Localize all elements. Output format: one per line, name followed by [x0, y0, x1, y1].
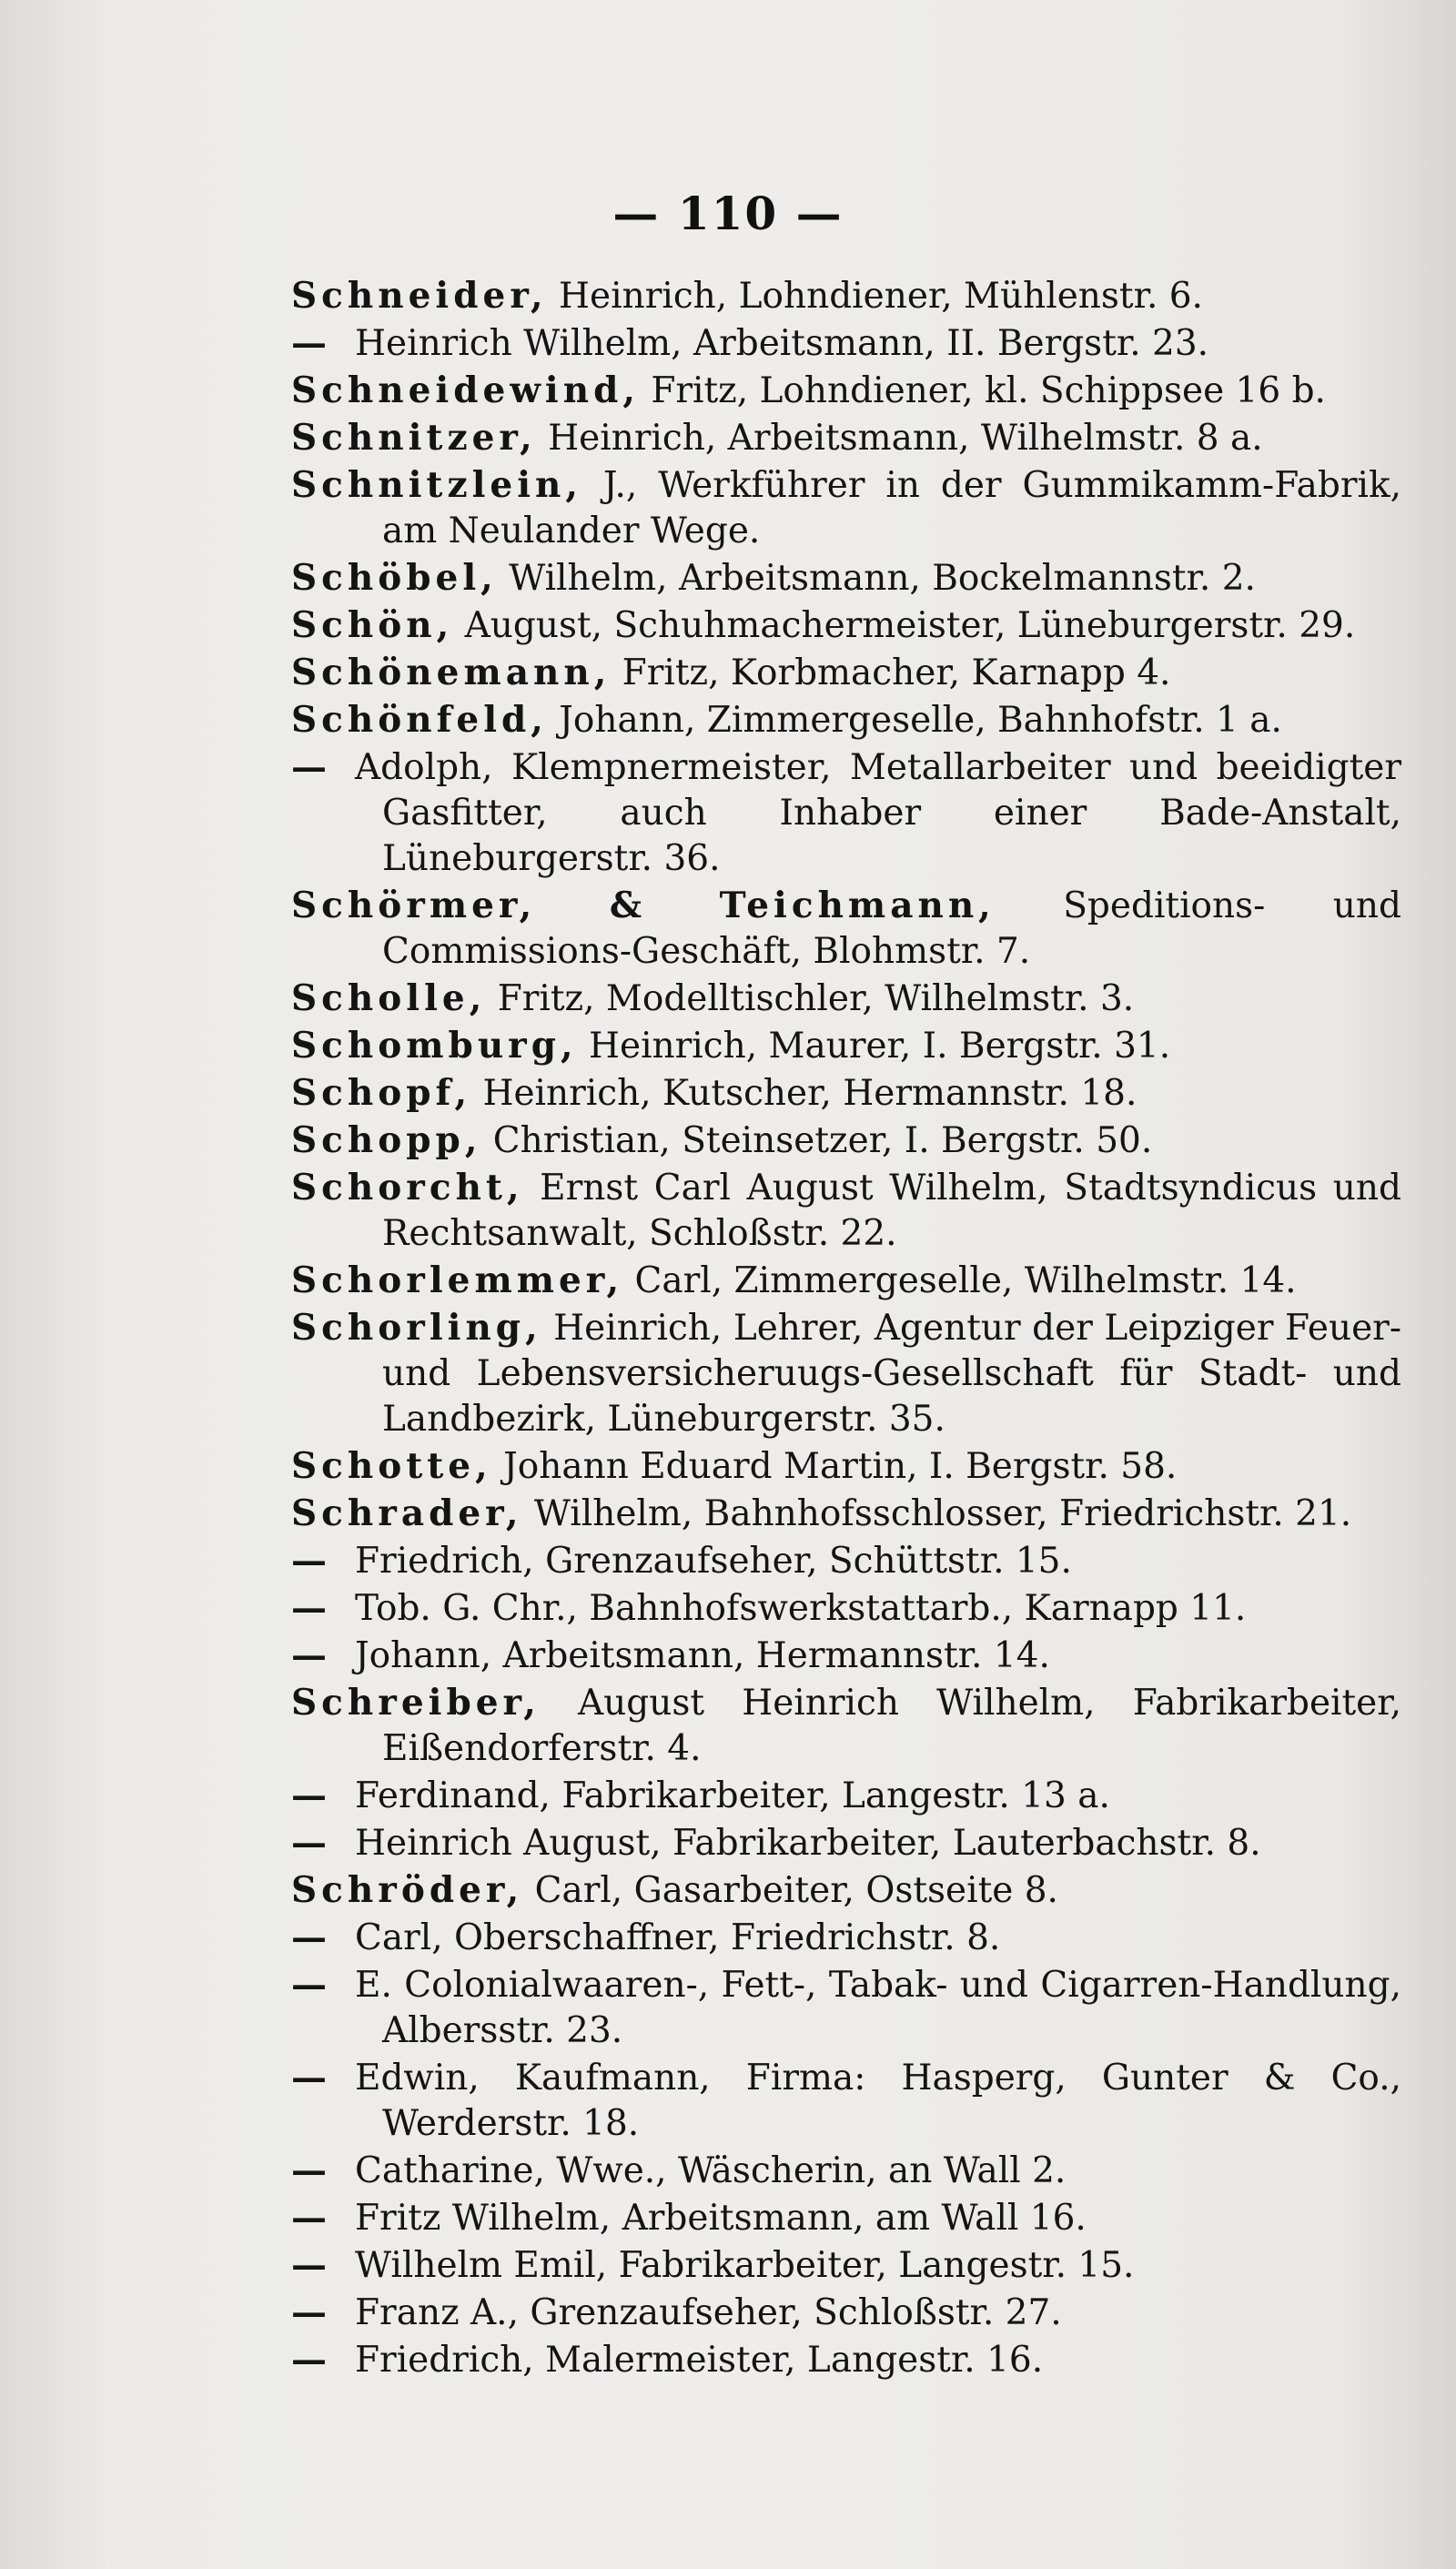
entry-details: Wilhelm, Arbeitsmann, Bockelmannstr. 2. — [497, 558, 1256, 599]
entry-details: Heinrich Wilhelm, Arbeitsmann, II. Bergstr. 23. — [355, 323, 1209, 364]
entry-surname: Schorlemmer, — [291, 1259, 624, 1301]
entry-details: Wilhelm Emil, Fabrikarbeiter, Langestr. 15. — [355, 2245, 1135, 2286]
directory-entry — [291, 2290, 1401, 2336]
entry-details: Johann Eduard Martin, I. Bergstr. 58. — [491, 1446, 1178, 1487]
directory-entry — [291, 1915, 1401, 1961]
entry-surname: Scholle, — [291, 977, 487, 1019]
entry-dash: — — [291, 2197, 327, 2239]
entry-details: Heinrich, Lohndiener, Mühlenstr. 6. — [547, 276, 1203, 317]
entry-surname: Schopf, — [291, 1072, 472, 1114]
entry-details: Carl, Oberschaffner, Friedrichstr. 8. — [355, 1917, 1001, 1958]
entry-dash: — — [291, 1964, 327, 2006]
directory-entry — [291, 1258, 1401, 1304]
entry-details: Carl, Gasarbeiter, Ostseite 8. — [523, 1870, 1058, 1911]
entry-surname: Schnitzlein, — [291, 464, 582, 506]
entry-dash: — — [291, 2057, 327, 2099]
entry-surname: Schneidewind, — [291, 369, 640, 411]
entry-surname: Schorcht, — [291, 1167, 524, 1209]
directory-entry — [291, 744, 1401, 882]
entry-dash: — — [291, 1822, 327, 1864]
entry-dash: — — [291, 2291, 327, 2333]
entry-details: Adolph, Klempnermeister, Metallarbeiter und beeidigter Gasfitter, auch Inhaber einer Bade-Anstalt, Lüneburgerstr. 36. — [355, 747, 1401, 879]
directory-entry — [291, 1680, 1401, 1772]
entry-details: Ferdinand, Fabrikarbeiter, Langestr. 13 a. — [355, 1775, 1110, 1816]
directory-entry — [291, 1070, 1401, 1117]
directory-entry — [291, 1165, 1401, 1257]
directory-entry — [291, 462, 1401, 554]
entry-details: Heinrich, Kutscher, Hermannstr. 18. — [471, 1073, 1138, 1114]
entry-dash: — — [291, 2244, 327, 2286]
directory-entry — [291, 555, 1401, 602]
entry-details: Catharine, Wwe., Wäscherin, an Wall 2. — [355, 2150, 1067, 2191]
entry-surname: Schomburg, — [291, 1025, 578, 1067]
entry-surname: Schotte, — [291, 1445, 492, 1487]
directory-entry — [291, 1538, 1401, 1584]
entry-details: J., Werkführer in der Gummikamm-Fabrik, am Neulander Wege. — [382, 465, 1401, 551]
entry-details: E. Colonialwaaren-, Fett-, Tabak- und Cigarren-Handlung, Albersstr. 23. — [355, 1965, 1401, 2051]
entry-surname: Schön, — [291, 604, 454, 646]
entry-details: Friedrich, Malermeister, Langestr. 16. — [355, 2340, 1044, 2381]
directory-entry — [291, 650, 1401, 696]
directory-entry — [291, 320, 1401, 367]
entry-dash: — — [291, 746, 327, 788]
page-number: — 110 — — [612, 187, 844, 240]
entry-details: Fritz, Lohndiener, kl. Schippsee 16 b. — [639, 370, 1326, 411]
directory-entry — [291, 2055, 1401, 2147]
directory-entry — [291, 1820, 1401, 1866]
entry-details: Fritz, Korbmacher, Karnapp 4. — [611, 652, 1171, 693]
directory-entry — [291, 602, 1401, 649]
entry-dash: — — [291, 1775, 327, 1816]
entry-dash: — — [291, 1634, 327, 1676]
directory-entry — [291, 2148, 1401, 2194]
entry-details: Friedrich, Grenzaufseher, Schüttstr. 15. — [355, 1541, 1072, 1582]
entry-surname: Schorling, — [291, 1307, 542, 1349]
entry-dash: — — [291, 2149, 327, 2191]
entry-details: Franz A., Grenzaufseher, Schloßstr. 27. — [355, 2292, 1062, 2333]
entry-surname: Schnitzer, — [291, 417, 537, 459]
directory-entry — [291, 1023, 1401, 1069]
entry-dash: — — [291, 1917, 327, 1958]
entry-details: Johann, Zimmergeselle, Bahnhofstr. 1 a. — [547, 700, 1282, 741]
entry-surname: Schönfeld, — [291, 699, 548, 741]
entry-details: Christian, Steinsetzer, I. Bergstr. 50. — [481, 1120, 1153, 1161]
entry-surname: Schneider, — [291, 275, 548, 317]
entry-details: Wilhelm, Bahnhofsschlosser, Friedrichstr. 21. — [522, 1493, 1352, 1534]
directory-entry — [291, 2242, 1401, 2289]
directory-entry — [291, 697, 1401, 743]
entry-dash: — — [291, 322, 327, 364]
entry-details: August Heinrich Wilhelm, Fabrikarbeiter, Eißendorferstr. 4. — [382, 1683, 1401, 1769]
directory-entry — [291, 976, 1401, 1022]
directory-entry — [291, 883, 1401, 975]
directory-entry — [291, 1443, 1401, 1490]
directory-entry — [291, 273, 1401, 319]
entry-dash: — — [291, 1587, 327, 1629]
entry-details: Heinrich, Lehrer, Agentur der Leipziger Feuer- und Lebensversicheruugs-Gesellschaft für Stadt- und Landbezirk, Lüneburgerstr. 35. — [382, 1308, 1401, 1440]
address-entries-list — [291, 273, 1401, 2384]
directory-entry — [291, 1962, 1401, 2054]
directory-entry — [291, 2195, 1401, 2241]
entry-details: Edwin, Kaufmann, Firma: Hasperg, Gunter & Co., Werderstr. 18. — [355, 2058, 1401, 2144]
entry-details: Heinrich, Arbeitsmann, Wilhelmstr. 8 a. — [536, 418, 1263, 459]
directory-entry — [291, 1867, 1401, 1914]
entry-details: Fritz, Modelltischler, Wilhelmstr. 3. — [486, 978, 1135, 1019]
entry-details: Carl, Zimmergeselle, Wilhelmstr. 14. — [623, 1260, 1297, 1301]
directory-entry — [291, 368, 1401, 414]
entry-surname: Schörmer, & Teichmann, — [291, 885, 996, 926]
entry-surname: Schröder, — [291, 1869, 524, 1911]
entry-details: Speditions- und Commissions-Geschäft, Blohmstr. 7. — [382, 885, 1401, 972]
entry-surname: Schrader, — [291, 1492, 523, 1534]
entry-details: Heinrich August, Fabrikarbeiter, Lauterbachstr. 8. — [355, 1823, 1261, 1864]
entry-details: Ernst Carl August Wilhelm, Stadtsyndicus und Rechtsanwalt, Schloßstr. 22. — [382, 1168, 1401, 1254]
directory-entry — [291, 1585, 1401, 1632]
entry-details: Johann, Arbeitsmann, Hermannstr. 14. — [355, 1635, 1050, 1676]
directory-entry — [291, 1633, 1401, 1679]
entry-details: Heinrich, Maurer, I. Bergstr. 31. — [577, 1026, 1171, 1067]
entry-surname: Schopp, — [291, 1119, 482, 1161]
directory-entry — [291, 1491, 1401, 1537]
entry-surname: Schreiber, — [291, 1682, 541, 1724]
directory-entry — [291, 2337, 1401, 2383]
directory-entry — [291, 415, 1401, 461]
entry-surname: Schöbel, — [291, 557, 498, 599]
directory-entry — [291, 1773, 1401, 1819]
entry-details: August, Schuhmachermeister, Lüneburgerstr. 29. — [453, 605, 1356, 646]
entry-dash: — — [291, 1540, 327, 1582]
entry-details: Tob. G. Chr., Bahnhofswerkstattarb., Karnapp 11. — [355, 1588, 1247, 1629]
entry-surname: Schönemann, — [291, 652, 612, 693]
entry-details: Fritz Wilhelm, Arbeitsmann, am Wall 16. — [355, 2198, 1087, 2239]
directory-entry — [291, 1305, 1401, 1442]
entry-dash: — — [291, 2339, 327, 2381]
directory-entry — [291, 1118, 1401, 1164]
